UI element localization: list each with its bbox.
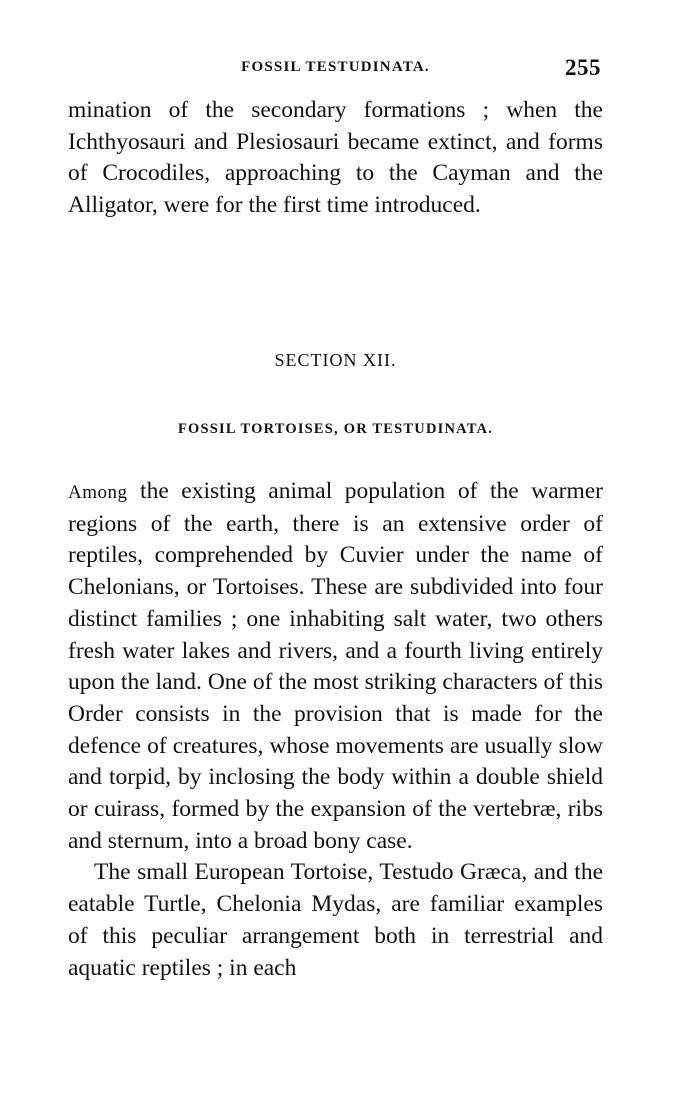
continuation-text: mination of the secondary formations ; when the Ichthyosauri and Plesiosauri became extinct, and forms of Crocodiles, approaching to the Cayman and the Alligator, were for the first time introduced. (68, 97, 603, 219)
paragraph-1-text: the existing animal population of the warmer regions of the earth, there is an extensive order of reptiles, comprehended by Cuvier under the name of Chelonians, or Tortoises. These are subdivided into four distinct families ; one inhabiting salt water, two others fresh water lakes and rivers, and a fourth living entirely upon the land. One of the most striking characters of this Order consists in the provision that is made for the defence of creatures, whose movements are usually slow and torpid, by inclosing the body within a double shield or cuirass, formed by the expansion of the vertebræ, ribs and sternum, into a broad bony case. (68, 478, 603, 854)
running-title: FOSSIL TESTUDINATA. (241, 59, 430, 75)
page-number: 255 (565, 55, 601, 80)
section-subheading: FOSSIL TORTOISES, OR TESTUDINATA. (177, 421, 494, 437)
lead-word-smallcaps: Among (68, 482, 128, 503)
paragraph-1 (68, 476, 603, 857)
section-body (68, 476, 603, 984)
continuation-paragraph (68, 95, 603, 222)
running-head (68, 55, 603, 85)
section-heading: SECTION XII. (274, 350, 397, 370)
paragraph-2: The small European Tortoise, Testudo Græca, and the eatable Turtle, Chelonia Mydas, are familiar examples of this peculiar arrangement both in terrestrial and aquatic reptiles ; in each (68, 859, 603, 981)
